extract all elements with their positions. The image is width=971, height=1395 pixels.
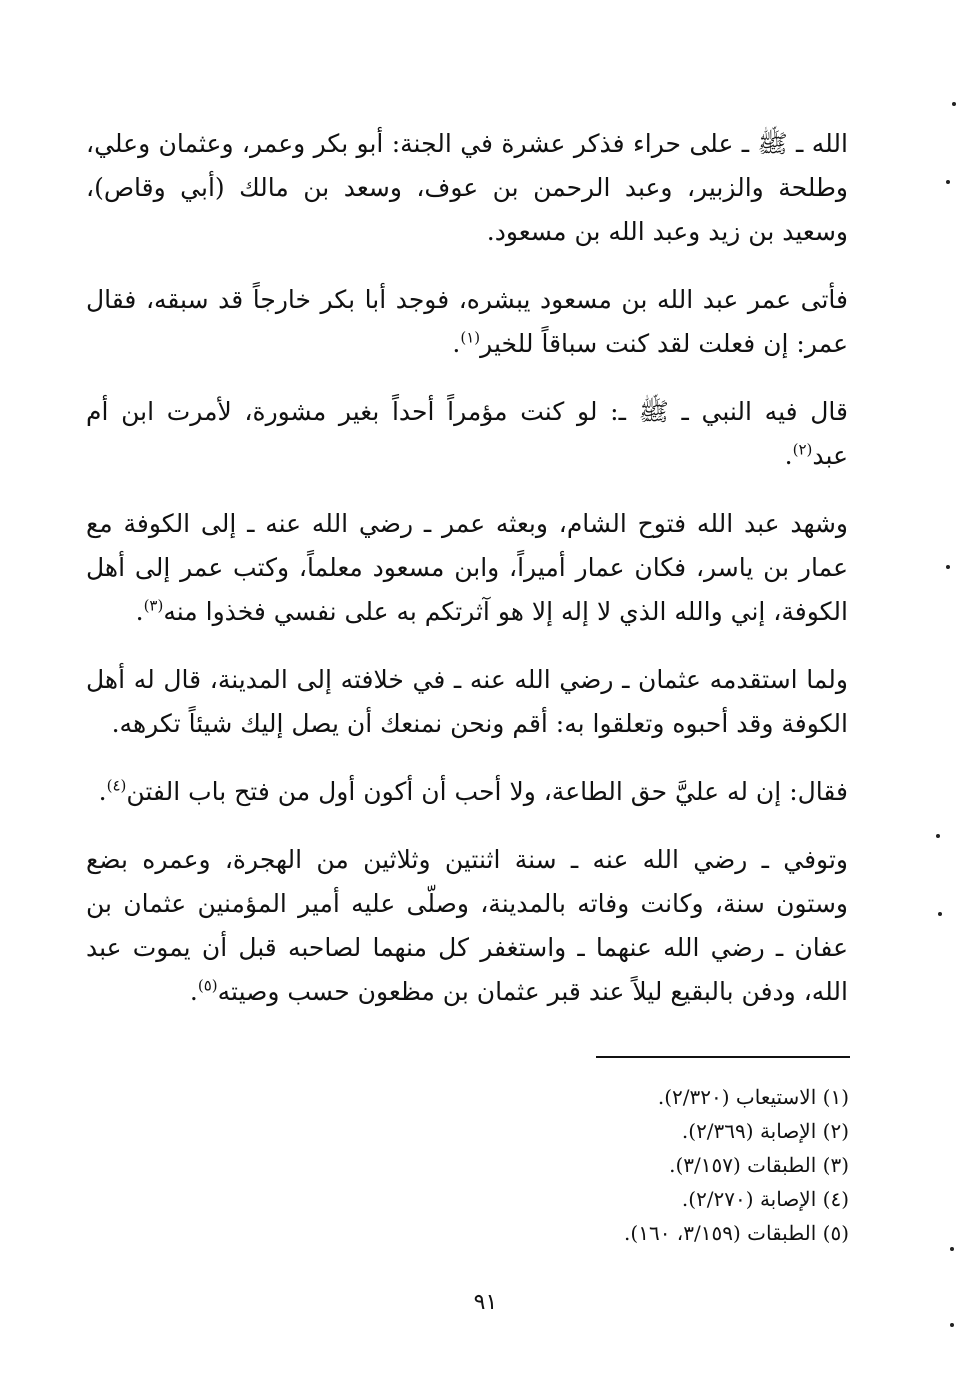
scan-mark	[938, 912, 942, 916]
page-number: ٩١	[473, 1290, 498, 1315]
paragraph: فقال: إن له عليَّ حق الطاعة، ولا أحب أن أكون أول من فتح باب الفتن$^{(٤)}$.	[98, 776, 848, 806]
footnote-item: (٥) الطبقات (٣/١٥٩، ١٦٠).	[624, 1221, 849, 1245]
paragraph: الله ـ ﷺ ـ على حراء فذكر عشرة في الجنة: أبو بكر وعمر، وعثمان وعلي، وطلحة والزبير، وعبد الرحمن بن عوف، وسعد بن مالك (أبي وقاص)، وسعيد بن زيد وعبد الله بن مسعود.	[86, 129, 849, 246]
paragraph: فأتى عمر عبد الله بن مسعود يبشره، فوجد أبا بكر خارجاً قد سبقه، فقال عمر: إن فعلت لقد كنت سباقاً للخير$^{(١)}$.	[86, 285, 849, 358]
paragraph: قال فيه النبي ـ ﷺ ـ: لو كنت مؤمراً أحداً بغير مشورة، لأمرت ابن أم عبد$^{(٢)}$.	[86, 397, 848, 470]
paragraph: وتوفي ـ رضي الله عنه ـ سنة اثنتين وثلاثين من الهجرة، وعمره بضع وستون سنة، وكانت وفاته بالمدينة، وصلّى عليه أمير المؤمنين عثمان بن عفان ـ رضي الله عنهما ـ واستغفر كل منهما لصاحبه قبل أن يموت عبد الله، ودفن بالبقيع ليلاً عند قبر عثمان بن مظعون حسب وصيته$^{(٥)}$.	[86, 845, 848, 1006]
footnote-item: (٣) الطبقات (٣/١٥٧).	[669, 1153, 849, 1177]
scan-mark	[952, 102, 956, 106]
footnote-ref[interactable]: (٢)	[792, 440, 813, 459]
paragraph: وشهد عبد الله فتوح الشام، وبعثه عمر ـ رضي الله عنه ـ إلى الكوفة مع عمار بن ياسر، فكان عمار أميراً، وابن مسعود معلماً، وكتب عمر إلى أهل الكوفة، إني والله الذي لا إله إلا هو آثرتكم به على نفسي فخذوا منه$^{(٣)}$.	[86, 509, 848, 626]
main-text	[86, 122, 848, 1038]
footnote-item: (٢) الإصابة (٢/٣٦٩).	[681, 1119, 849, 1143]
scan-mark	[946, 180, 950, 184]
footnote-item: (٤) الإصابة (٢/٢٧٠).	[681, 1187, 849, 1211]
footnote-ref[interactable]: (٤)	[106, 776, 127, 795]
footnote-divider	[596, 1056, 850, 1058]
footnote-ref[interactable]: (١)	[460, 328, 481, 347]
scan-mark	[950, 1247, 954, 1251]
footnote-ref[interactable]: (٥)	[197, 976, 218, 995]
scan-mark	[950, 1323, 954, 1327]
footnotes	[624, 1080, 849, 1250]
scan-mark	[936, 834, 940, 838]
paragraph: ولما استقدمه عثمان ـ رضي الله عنه ـ في خلافته إلى المدينة، قال له أهل الكوفة وقد أحبوه وتعلقوا به: أقم ونحن نمنعك أن يصل إليك شيئاً تكرهه.	[86, 665, 848, 738]
footnote-ref[interactable]: (٣)	[143, 596, 164, 615]
scan-mark	[946, 565, 950, 569]
footnote-item: (١) الاستيعاب (٢/٣٢٠).	[657, 1085, 849, 1109]
